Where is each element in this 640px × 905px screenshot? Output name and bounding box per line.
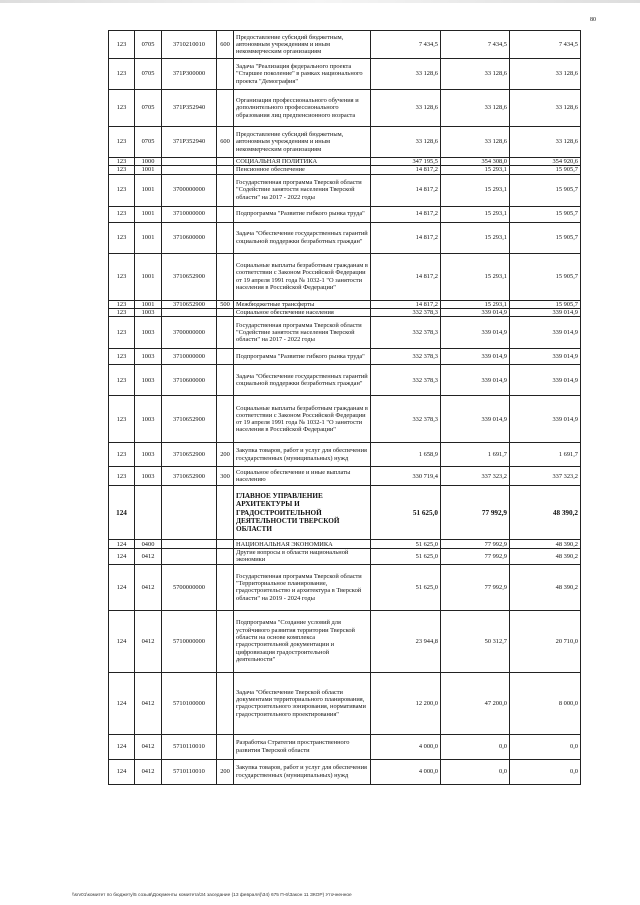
chapter-code-cell: 124 [109, 759, 135, 784]
item-name-cell: Социальные выплаты безработным гражданам в соответствии с Законом Российской Федерации от 19 апреля 1991 года № 1032-1 "О занятости населения в Российской Федерации" [234, 396, 371, 443]
chapter-code-cell: 123 [109, 206, 135, 222]
amount-year-2-cell: 339 014,9 [441, 396, 510, 443]
table-row [109, 174, 581, 206]
expense-type-code-cell [217, 308, 234, 316]
chapter-code-cell: 123 [109, 443, 135, 467]
target-article-code-cell: 3710600000 [162, 365, 217, 396]
target-article-code-cell: 3710652900 [162, 253, 217, 300]
amount-year-2-cell: 339 014,9 [441, 308, 510, 316]
expense-type-code-cell [217, 549, 234, 565]
amount-year-3-cell: 1 691,7 [510, 443, 581, 467]
section-code-cell: 0412 [135, 759, 162, 784]
amount-year-2-cell: 0,0 [441, 759, 510, 784]
file-path-footer: \\srv01\комитет по бюджету\5 созыв\Документы комитета\34 заседание (13 февраля)\34) 675 П-6\Закон 11 ЗКОР) Уточненное [72, 893, 352, 898]
target-article-code-cell: 5710100000 [162, 672, 217, 734]
amount-year-3-cell: 15 905,7 [510, 300, 581, 308]
section-code-cell: 0705 [135, 127, 162, 158]
target-article-code-cell: 5700000000 [162, 564, 217, 610]
amount-year-2-cell: 15 293,1 [441, 300, 510, 308]
amount-year-3-cell: 339 014,9 [510, 308, 581, 316]
amount-year-2-cell: 337 323,2 [441, 467, 510, 486]
amount-year-1-cell: 14 817,2 [371, 206, 441, 222]
amount-year-1-cell: 14 817,2 [371, 174, 441, 206]
table-row [109, 486, 581, 540]
item-name-cell: Пенсионное обеспечение [234, 166, 371, 174]
amount-year-1-cell: 332 378,3 [371, 317, 441, 349]
table-row [109, 759, 581, 784]
item-name-cell: ГЛАВНОЕ УПРАВЛЕНИЕ АРХИТЕКТУРЫ И ГРАДОСТРОИТЕЛЬНОЙ ДЕЯТЕЛЬНОСТИ ТВЕРСКОЙ ОБЛАСТИ [234, 486, 371, 540]
table-row [109, 317, 581, 349]
expense-type-code-cell: 600 [217, 31, 234, 59]
budget-table [108, 30, 581, 785]
amount-year-3-cell: 48 390,2 [510, 549, 581, 565]
table-row [109, 166, 581, 174]
target-article-code-cell: 371P352940 [162, 90, 217, 127]
chapter-code-cell: 124 [109, 549, 135, 565]
amount-year-3-cell: 337 323,2 [510, 467, 581, 486]
target-article-code-cell [162, 549, 217, 565]
chapter-code-cell: 123 [109, 467, 135, 486]
target-article-code-cell [162, 166, 217, 174]
amount-year-3-cell: 8 000,0 [510, 672, 581, 734]
table-row [109, 300, 581, 308]
item-name-cell: Задача "Реализация федерального проекта "Старшее поколение" в рамках национального проекта "Демография" [234, 59, 371, 90]
amount-year-2-cell: 33 128,6 [441, 90, 510, 127]
expense-type-code-cell [217, 734, 234, 759]
expense-type-code-cell [217, 166, 234, 174]
table-row [109, 610, 581, 672]
amount-year-3-cell: 15 905,7 [510, 174, 581, 206]
section-code-cell: 1003 [135, 467, 162, 486]
item-name-cell: НАЦИОНАЛЬНАЯ ЭКОНОМИКА [234, 540, 371, 549]
chapter-code-cell: 123 [109, 222, 135, 253]
amount-year-3-cell: 33 128,6 [510, 59, 581, 90]
amount-year-1-cell: 12 200,0 [371, 672, 441, 734]
target-article-code-cell: 5710110010 [162, 734, 217, 759]
amount-year-2-cell: 1 691,7 [441, 443, 510, 467]
amount-year-1-cell: 332 378,3 [371, 349, 441, 365]
amount-year-2-cell: 354 308,0 [441, 158, 510, 166]
section-code-cell: 1003 [135, 349, 162, 365]
amount-year-3-cell: 15 905,7 [510, 166, 581, 174]
table-row [109, 349, 581, 365]
item-name-cell: Государственная программа Тверской области "Содействие занятости населения Тверской области" на 2017 - 2022 годы [234, 317, 371, 349]
chapter-code-cell: 123 [109, 59, 135, 90]
item-name-cell: Социальное обеспечение и иные выплаты населению [234, 467, 371, 486]
amount-year-2-cell: 15 293,1 [441, 174, 510, 206]
expense-type-code-cell: 600 [217, 127, 234, 158]
chapter-code-cell: 124 [109, 564, 135, 610]
section-code-cell: 0705 [135, 90, 162, 127]
table-row [109, 734, 581, 759]
item-name-cell: Другие вопросы в области национальной экономики [234, 549, 371, 565]
amount-year-2-cell: 15 293,1 [441, 206, 510, 222]
table-row [109, 396, 581, 443]
amount-year-1-cell: 7 434,5 [371, 31, 441, 59]
amount-year-3-cell: 339 014,9 [510, 396, 581, 443]
chapter-code-cell: 123 [109, 365, 135, 396]
amount-year-1-cell: 51 625,0 [371, 564, 441, 610]
amount-year-1-cell: 347 195,5 [371, 158, 441, 166]
chapter-code-cell: 124 [109, 486, 135, 540]
section-code-cell: 0412 [135, 564, 162, 610]
table-row [109, 564, 581, 610]
target-article-code-cell: 3710600000 [162, 222, 217, 253]
section-code-cell: 1000 [135, 158, 162, 166]
page-number: 80 [590, 17, 596, 23]
target-article-code-cell: 371P300000 [162, 59, 217, 90]
amount-year-3-cell: 48 390,2 [510, 540, 581, 549]
table-row [109, 672, 581, 734]
amount-year-3-cell: 339 014,9 [510, 317, 581, 349]
expense-type-code-cell [217, 206, 234, 222]
target-article-code-cell: 371P352940 [162, 127, 217, 158]
expense-type-code-cell [217, 59, 234, 90]
section-code-cell: 1001 [135, 166, 162, 174]
item-name-cell: Задача "Обеспечение государственных гарантий социальной поддержки безработных граждан" [234, 365, 371, 396]
amount-year-2-cell: 33 128,6 [441, 59, 510, 90]
section-code-cell [135, 486, 162, 540]
target-article-code-cell [162, 486, 217, 540]
section-code-cell: 1003 [135, 396, 162, 443]
amount-year-2-cell: 0,0 [441, 734, 510, 759]
amount-year-3-cell: 48 390,2 [510, 486, 581, 540]
table-row [109, 549, 581, 565]
amount-year-1-cell: 1 658,9 [371, 443, 441, 467]
target-article-code-cell: 3710652900 [162, 443, 217, 467]
section-code-cell: 0705 [135, 31, 162, 59]
amount-year-2-cell: 47 200,0 [441, 672, 510, 734]
chapter-code-cell: 124 [109, 672, 135, 734]
table-row [109, 308, 581, 316]
target-article-code-cell [162, 308, 217, 316]
item-name-cell: Закупка товаров, работ и услуг для обеспечения государственных (муниципальных) нужд [234, 759, 371, 784]
section-code-cell: 0705 [135, 59, 162, 90]
chapter-code-cell: 124 [109, 540, 135, 549]
table-row [109, 253, 581, 300]
amount-year-3-cell: 0,0 [510, 759, 581, 784]
expense-type-code-cell [217, 349, 234, 365]
target-article-code-cell: 5710110010 [162, 759, 217, 784]
amount-year-3-cell: 15 905,7 [510, 206, 581, 222]
chapter-code-cell: 124 [109, 610, 135, 672]
amount-year-3-cell: 15 905,7 [510, 253, 581, 300]
expense-type-code-cell [217, 158, 234, 166]
section-code-cell: 1003 [135, 308, 162, 316]
expense-type-code-cell [217, 317, 234, 349]
amount-year-2-cell: 339 014,9 [441, 349, 510, 365]
expense-type-code-cell [217, 610, 234, 672]
chapter-code-cell: 123 [109, 349, 135, 365]
chapter-code-cell: 123 [109, 396, 135, 443]
item-name-cell: Межбюджетные трансферты [234, 300, 371, 308]
item-name-cell: Задача "Обеспечение государственных гарантий социальной поддержки безработных граждан" [234, 222, 371, 253]
amount-year-3-cell: 33 128,6 [510, 127, 581, 158]
table-row [109, 222, 581, 253]
expense-type-code-cell [217, 564, 234, 610]
expense-type-code-cell [217, 540, 234, 549]
amount-year-1-cell: 14 817,2 [371, 222, 441, 253]
table-row [109, 59, 581, 90]
item-name-cell: Задача "Обеспечение Тверской области документами территориального планирования, градостроительного зонирования, нормативами градостроительного проектирования" [234, 672, 371, 734]
amount-year-3-cell: 339 014,9 [510, 349, 581, 365]
amount-year-1-cell: 33 128,6 [371, 90, 441, 127]
chapter-code-cell: 123 [109, 127, 135, 158]
chapter-code-cell: 123 [109, 158, 135, 166]
amount-year-2-cell: 50 312,7 [441, 610, 510, 672]
chapter-code-cell: 123 [109, 166, 135, 174]
expense-type-code-cell: 200 [217, 759, 234, 784]
amount-year-1-cell: 332 378,3 [371, 396, 441, 443]
item-name-cell: Подпрограмма "Создание условий для устойчивого развития территории Тверской области на основе комплекса градостроительной документации и цифровизация градостроительной деятельности" [234, 610, 371, 672]
expense-type-code-cell: 500 [217, 300, 234, 308]
section-code-cell: 1003 [135, 443, 162, 467]
amount-year-3-cell: 20 710,0 [510, 610, 581, 672]
section-code-cell: 0412 [135, 610, 162, 672]
target-article-code-cell: 3700000000 [162, 317, 217, 349]
target-article-code-cell: 3710652900 [162, 467, 217, 486]
chapter-code-cell: 123 [109, 300, 135, 308]
amount-year-2-cell: 77 992,9 [441, 486, 510, 540]
table-row [109, 365, 581, 396]
table-row [109, 206, 581, 222]
table-row [109, 90, 581, 127]
section-code-cell: 1001 [135, 222, 162, 253]
amount-year-1-cell: 332 378,3 [371, 308, 441, 316]
item-name-cell: Закупка товаров, работ и услуг для обеспечения государственных (муниципальных) нужд [234, 443, 371, 467]
target-article-code-cell: 3700000000 [162, 174, 217, 206]
amount-year-2-cell: 339 014,9 [441, 317, 510, 349]
expense-type-code-cell [217, 222, 234, 253]
section-code-cell: 1001 [135, 174, 162, 206]
amount-year-3-cell: 48 390,2 [510, 564, 581, 610]
section-code-cell: 0400 [135, 540, 162, 549]
amount-year-3-cell: 7 434,5 [510, 31, 581, 59]
item-name-cell: Предоставление субсидий бюджетным, автономным учреждениям и иным некоммерческим организациям [234, 127, 371, 158]
amount-year-1-cell: 332 378,3 [371, 365, 441, 396]
expense-type-code-cell [217, 365, 234, 396]
amount-year-2-cell: 7 434,5 [441, 31, 510, 59]
expense-type-code-cell: 300 [217, 467, 234, 486]
table-row [109, 443, 581, 467]
target-article-code-cell: 3710000000 [162, 349, 217, 365]
item-name-cell: Государственная программа Тверской области "Территориальное планирование, градостроительство и архитектура в Тверской области" на 2019 - 2024 годы [234, 564, 371, 610]
amount-year-2-cell: 33 128,6 [441, 127, 510, 158]
amount-year-1-cell: 51 625,0 [371, 540, 441, 549]
section-code-cell: 1001 [135, 206, 162, 222]
amount-year-1-cell: 14 817,2 [371, 166, 441, 174]
amount-year-1-cell: 14 817,2 [371, 253, 441, 300]
table-row [109, 540, 581, 549]
table-body [109, 31, 581, 785]
section-code-cell: 1003 [135, 317, 162, 349]
amount-year-3-cell: 0,0 [510, 734, 581, 759]
item-name-cell: Государственная программа Тверской области "Содействие занятости населения Тверской области" на 2017 - 2022 годы [234, 174, 371, 206]
item-name-cell: Социальные выплаты безработным гражданам в соответствии с Законом Российской Федерации от 19 апреля 1991 года № 1032-1 "О занятости населения в Российской Федерации" [234, 253, 371, 300]
target-article-code-cell [162, 540, 217, 549]
amount-year-3-cell: 354 920,6 [510, 158, 581, 166]
item-name-cell: Предоставление субсидий бюджетным, автономным учреждениям и иным некоммерческим организациям [234, 31, 371, 59]
amount-year-1-cell: 33 128,6 [371, 59, 441, 90]
expense-type-code-cell [217, 253, 234, 300]
scan-edge [0, 0, 640, 3]
target-article-code-cell: 3710000000 [162, 206, 217, 222]
amount-year-2-cell: 339 014,9 [441, 365, 510, 396]
target-article-code-cell: 5710000000 [162, 610, 217, 672]
chapter-code-cell: 123 [109, 253, 135, 300]
table-row [109, 31, 581, 59]
amount-year-1-cell: 330 719,4 [371, 467, 441, 486]
table-row [109, 158, 581, 166]
amount-year-1-cell: 14 817,2 [371, 300, 441, 308]
amount-year-2-cell: 77 992,9 [441, 540, 510, 549]
amount-year-2-cell: 77 992,9 [441, 564, 510, 610]
expense-type-code-cell [217, 672, 234, 734]
section-code-cell: 1001 [135, 300, 162, 308]
expense-type-code-cell [217, 396, 234, 443]
section-code-cell: 1001 [135, 253, 162, 300]
target-article-code-cell: 3710652900 [162, 300, 217, 308]
target-article-code-cell: 3710652900 [162, 396, 217, 443]
target-article-code-cell [162, 158, 217, 166]
chapter-code-cell: 123 [109, 308, 135, 316]
table-row [109, 467, 581, 486]
section-code-cell: 1003 [135, 365, 162, 396]
section-code-cell: 0412 [135, 734, 162, 759]
item-name-cell: Социальное обеспечение населения [234, 308, 371, 316]
section-code-cell: 0412 [135, 672, 162, 734]
amount-year-1-cell: 4 000,0 [371, 734, 441, 759]
item-name-cell: Организация профессионального обучения и дополнительного профессионального образования лиц предпенсионного возраста [234, 90, 371, 127]
amount-year-1-cell: 33 128,6 [371, 127, 441, 158]
expense-type-code-cell [217, 90, 234, 127]
expense-type-code-cell [217, 486, 234, 540]
amount-year-3-cell: 339 014,9 [510, 365, 581, 396]
chapter-code-cell: 123 [109, 174, 135, 206]
amount-year-1-cell: 23 944,8 [371, 610, 441, 672]
amount-year-1-cell: 51 625,0 [371, 549, 441, 565]
amount-year-2-cell: 15 293,1 [441, 222, 510, 253]
amount-year-1-cell: 4 000,0 [371, 759, 441, 784]
section-code-cell: 0412 [135, 549, 162, 565]
amount-year-2-cell: 15 293,1 [441, 253, 510, 300]
amount-year-3-cell: 15 905,7 [510, 222, 581, 253]
item-name-cell: СОЦИАЛЬНАЯ ПОЛИТИКА [234, 158, 371, 166]
target-article-code-cell: 3710210010 [162, 31, 217, 59]
amount-year-2-cell: 15 293,1 [441, 166, 510, 174]
chapter-code-cell: 123 [109, 90, 135, 127]
item-name-cell: Разработка Стратегии пространственного развития Тверской области [234, 734, 371, 759]
item-name-cell: Подпрограмма "Развитие гибкого рынка труда" [234, 349, 371, 365]
chapter-code-cell: 123 [109, 317, 135, 349]
amount-year-1-cell: 51 625,0 [371, 486, 441, 540]
amount-year-2-cell: 77 992,9 [441, 549, 510, 565]
amount-year-3-cell: 33 128,6 [510, 90, 581, 127]
item-name-cell: Подпрограмма "Развитие гибкого рынка труда" [234, 206, 371, 222]
expense-type-code-cell [217, 174, 234, 206]
expense-type-code-cell: 200 [217, 443, 234, 467]
chapter-code-cell: 123 [109, 31, 135, 59]
chapter-code-cell: 124 [109, 734, 135, 759]
table-row [109, 127, 581, 158]
